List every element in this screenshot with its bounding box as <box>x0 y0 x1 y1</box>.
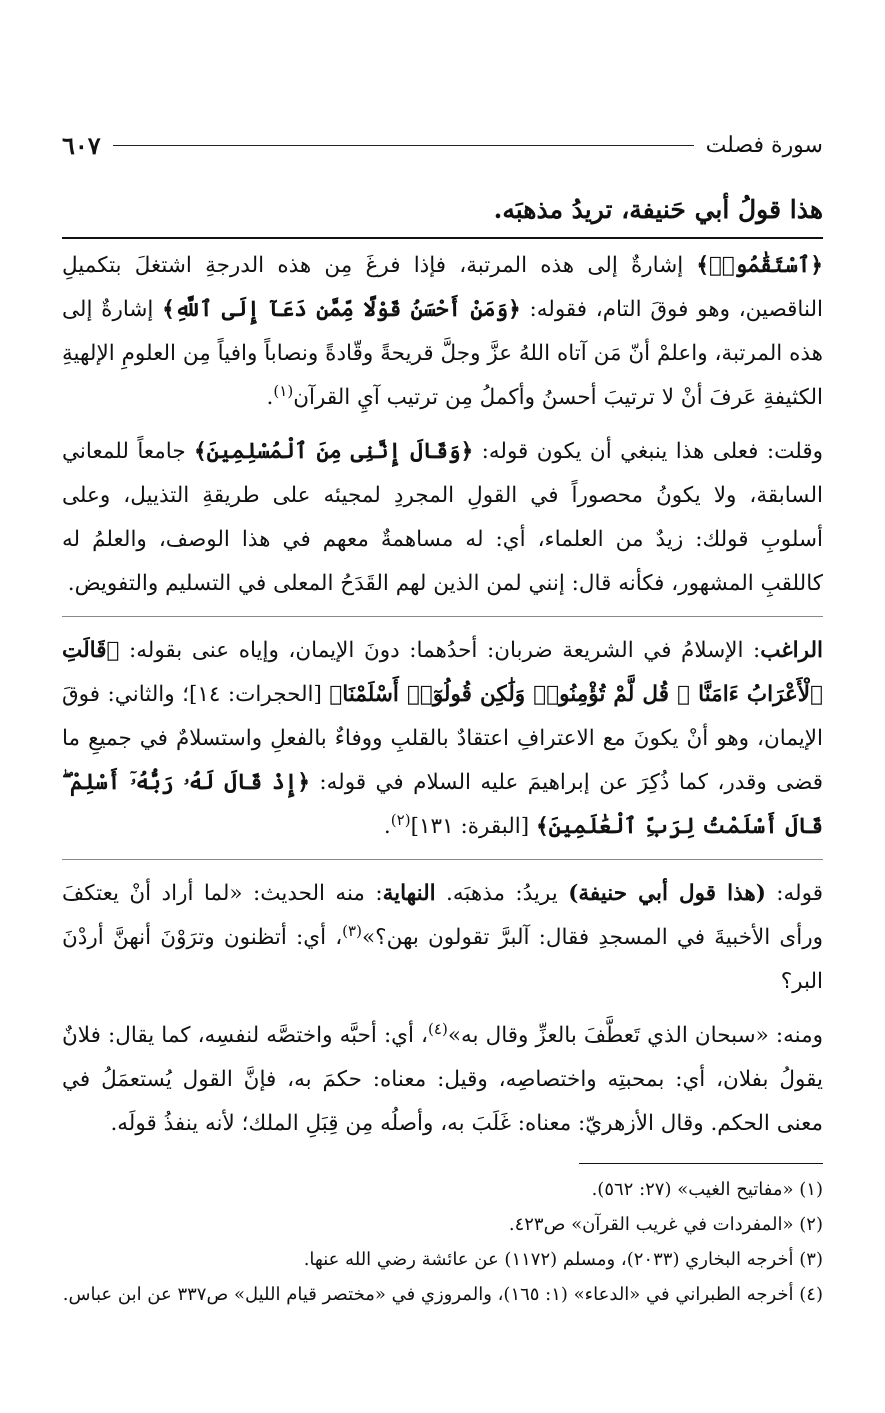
paragraph-text: [الحجرات: ١٤]؛ والثاني: فوقَ الإيمان، وهو أنْ يكونَ مع الاعترافِ اعتقادٌ بالقلبِ ووفاءٌ بالفعلِ واستسلامٌ في جميعِ ما قضى وقدر، كما ذُكِرَ عن إبراهيمَ عليه السلام في قوله: <box>62 682 823 795</box>
section-divider <box>62 237 823 239</box>
header-rule <box>113 145 694 146</box>
quran-verse: ﴿وَمَنْ أَحْسَنُ قَوْلًا مِّمَّن دَعَآ إِلَى ٱللَّهِ﴾ <box>162 297 521 322</box>
paragraph-text: يريدُ: مذهبَه. <box>435 881 569 906</box>
running-header <box>62 128 823 162</box>
paragraph-text: . <box>383 814 391 839</box>
quran-verse: ﴿ٱسْتَقَٰمُوا۟﴾ <box>696 253 823 278</box>
footnote-separator <box>579 1163 823 1164</box>
paragraph-1 <box>62 244 823 420</box>
surah-title: سورة فصلت <box>705 132 823 158</box>
paragraph-text: ، أي: أتظنون وترَوْنَ أنهنَّ أردْنَ البر؟ <box>62 925 823 994</box>
footnote-ref[interactable]: (١) <box>273 381 294 400</box>
paragraph-text: وقلت: فعلى هذا ينبغي أن يكون قوله: <box>473 439 823 464</box>
book-page <box>62 0 823 1413</box>
paragraph-2 <box>62 430 823 617</box>
footnote-ref[interactable]: (٣) <box>342 921 363 940</box>
footnote-ref[interactable]: (٤) <box>428 1019 448 1038</box>
quran-verse: ﴿إِذْ قَالَ لَهُۥ رَبُّهُۥٓ أَسْلِمْ ۖ قَالَ أَسْلَمْتُ لِرَبِّ ٱلْعَٰلَمِينَ﴾ <box>62 770 823 839</box>
page-number: ٦٠٧ <box>62 130 101 160</box>
footnotes <box>62 1172 823 1312</box>
footnote-1: (١) «مفاتيح الغيب» (٢٧: ٥٦٢). <box>591 1179 823 1200</box>
footnote-2: (٢) «المفردات في غريب القرآن» ص٤٢٣. <box>508 1214 823 1235</box>
lead-rest: تريدُ مذهبَه. <box>493 195 622 224</box>
paragraph-text: ، أي: أحبَّه واختصَّه لنفسِه، كما يقال: فلانٌ يقولُ بفلان، أي: بمحبتِه واختصاصِه، وقيل: معناه: حكمَ به، فإنَّ القول يُستعمَلُ في معنى الحكم. وقال الأزهريّ: معناه: غَلَبَ به، وأصلُه مِن قِبَلِ الملك؛ لأنه ينفذُ قولَه. <box>62 1023 823 1136</box>
quoted-text-heading <box>62 190 823 230</box>
paragraph-text: إشارةٌ إلى هذه المرتبة، واعلمْ أنّ مَن آتاه اللهُ عزَّ وجلَّ قريحةً وقّادةً ونصاباً وافياً مِن العلومِ الإلهيةِ الكثيفةِ عَرفَ أنْ لا ترتيبَ أحسنُ وأكملُ مِن ترتيب آيِ القرآن <box>62 297 823 410</box>
quoted-phrase: (هذا قول أبي حنيفة) <box>568 881 766 906</box>
paragraph-4 <box>62 872 823 1004</box>
footnote-4: (٤) أخرجه الطبراني في «الدعاء» (١: ١٦٥)، والمروزي في «مختصر قيام الليل» ص٣٣٧ عن ابن عباس. <box>62 1284 823 1305</box>
footnote-ref[interactable]: (٢) <box>390 810 411 829</box>
paragraph-text: جامعاً للمعاني السابقة، ولا يكونُ محصوراً في القولِ المجردِ لمجيئه على طريقةِ التذييل، وعلى أسلوبِ قولك: زيدٌ من العلماء، أي: له مساهمةٌ معهم في هذا الوصف، والعلمُ له كاللقبِ المشهور، فكأنه قال: إنني لمن الذين لهم القَدَحُ المعلى في التسليم والتفويض. <box>62 439 823 596</box>
paragraph-text: [البقرة: ١٣١] <box>410 814 536 839</box>
paragraph-text: . <box>266 385 274 410</box>
paragraph-text: ومنه: «سبحان الذي تَعطَّفَ بالعزِّ وقال به» <box>447 1023 823 1048</box>
paragraph-text: قوله: <box>765 881 823 906</box>
paragraph-text: : منه الحديث: «لما أراد أنْ يعتكفَ ورأى الأخبيةَ في المسجدِ فقال: آلبرَّ تقولون بهن؟» <box>62 881 823 950</box>
footnote-3: (٣) أخرجه البخاري (٢٠٣٣)، ومسلم (١١٧٢) عن عائشة رضي الله عنها. <box>303 1249 823 1270</box>
paragraph-3 <box>62 629 823 860</box>
quran-verse: ﴿وَقَالَ إِنَّنِى مِنَ ٱلْمُسْلِمِينَ﴾ <box>194 439 474 464</box>
paragraph-5 <box>62 1014 823 1146</box>
source-label: الراغب <box>760 638 823 663</box>
commentary-body <box>62 244 823 1146</box>
paragraph-text: إشارةٌ إلى هذه المرتبة، فإذا فرغَ مِن هذه الدرجةِ اشتغلَ بتكميلِ الناقصين، وهو فوقَ التام، فقوله: <box>62 253 823 322</box>
quran-verse: ﴿قَالَتِ ٱلْأَعْرَابُ ءَامَنَّا ۖ قُل لَّمْ تُؤْمِنُوا۟ وَلَٰكِن قُولُوٓا۟ أَسْلَمْنَا﴾ <box>62 638 823 707</box>
paragraph-text: : الإسلامُ في الشريعة ضربان: أحدُهما: دونَ الإيمان، وإياه عنى بقوله: <box>119 638 761 663</box>
source-label: النهاية <box>382 881 436 906</box>
lead-bold: هذا قولُ أبي حَنيفة، <box>621 195 823 224</box>
